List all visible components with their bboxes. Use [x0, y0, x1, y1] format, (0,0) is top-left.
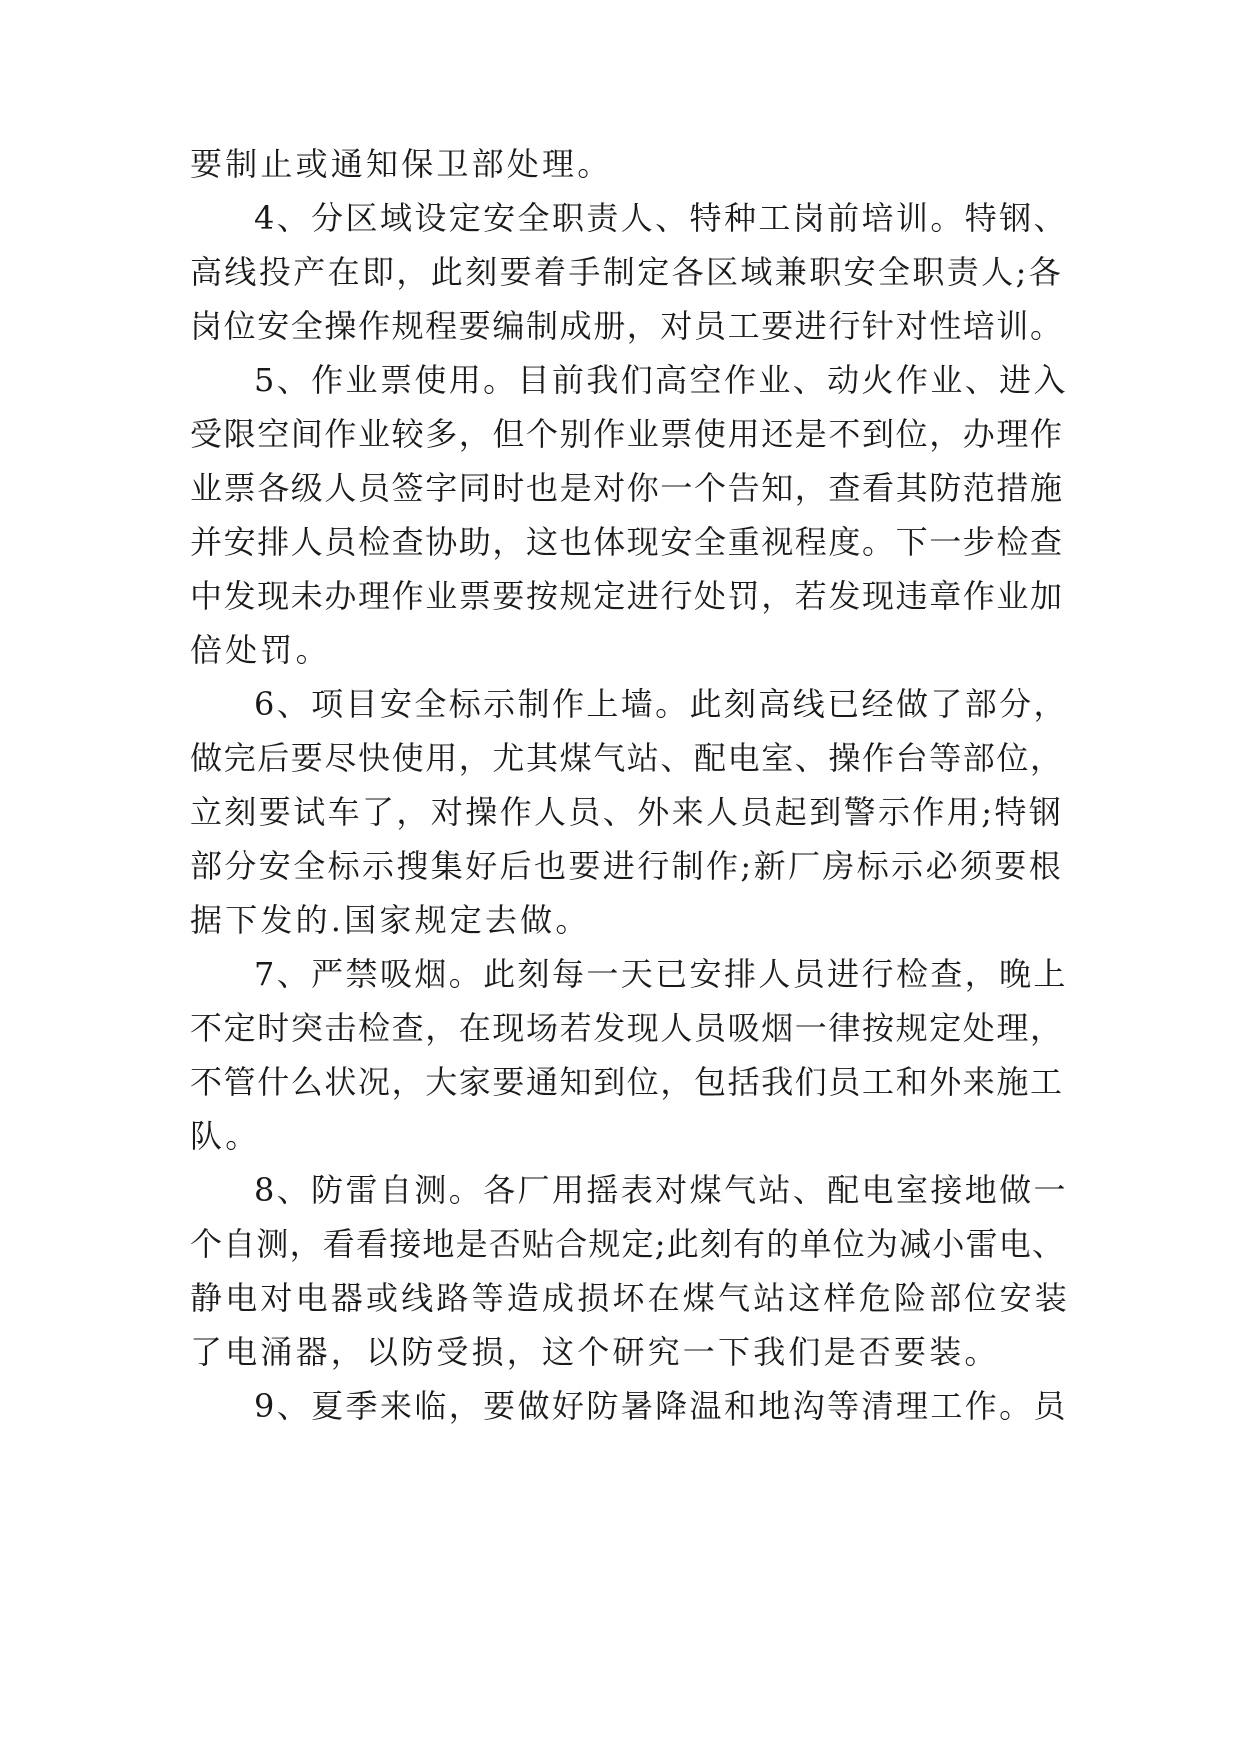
text-line: 立刻要试车了，对操作人员、外来人员起到警示作用;特钢 [190, 793, 1064, 831]
text-line: 静电对电器或线路等造成损坏在煤气站这样危险部位安装 [190, 1279, 1071, 1317]
text-line: 高线投产在即，此刻要着手制定各区域兼职安全职责人;各 [190, 253, 1064, 291]
text-line: 不定时突击检查，在现场若发现人员吸烟一律按规定处理， [190, 1009, 1064, 1047]
text-line: 个自测，看看接地是否贴合规定;此刻有的单位为减小雷电、 [190, 1225, 1066, 1263]
text-line: 受限空间作业较多，但个别作业票使用还是不到位，办理作 [190, 415, 1064, 453]
text-line: 业票各级人员签字同时也是对你一个告知，查看其防范措施 [190, 469, 1064, 507]
paragraph-8-start: 8、防雷自测。各厂用摇表对煤气站、配电室接地做一 [254, 1171, 1068, 1209]
text-line: 岗位安全操作规程要编制成册，对员工要进行针对性培训。 [190, 307, 1064, 345]
paragraph-6-start: 6、项目安全标示制作上墙。此刻高线已经做了部分， [254, 685, 1068, 723]
text-line: 做完后要尽快使用，尤其煤气站、配电室、操作台等部位， [190, 739, 1064, 777]
text-line: 并安排人员检查协助，这也体现安全重视程度。下一步检查 [190, 523, 1064, 561]
paragraph-5-start: 5、作业票使用。目前我们高空作业、动火作业、进入 [254, 361, 1068, 399]
paragraph-9-start: 9、夏季来临，要做好防暑降温和地沟等清理工作。员 [254, 1387, 1068, 1425]
text-line: 倍处罚。 [190, 631, 331, 669]
text-line: 部分安全标示搜集好后也要进行制作;新厂房标示必须要根 [190, 847, 1064, 885]
text-line: 中发现未办理作业票要按规定进行处罚，若发现违章作业加 [190, 577, 1064, 615]
text-line: 队。 [190, 1117, 261, 1155]
text-line: 不管什么状况，大家要通知到位，包括我们员工和外来施工 [190, 1063, 1064, 1101]
text-line: 据下发的.国家规定去做。 [190, 901, 591, 939]
text-line: 要制止或通知保卫部处理。 [190, 145, 613, 183]
paragraph-7-start: 7、严禁吸烟。此刻每一天已安排人员进行检查，晚上 [254, 955, 1068, 993]
paragraph-4-start: 4、分区域设定安全职责人、特种工岗前培训。特钢、 [254, 199, 1068, 237]
text-line: 了电涌器，以防受损，这个研究一下我们是否要装。 [190, 1333, 1000, 1371]
